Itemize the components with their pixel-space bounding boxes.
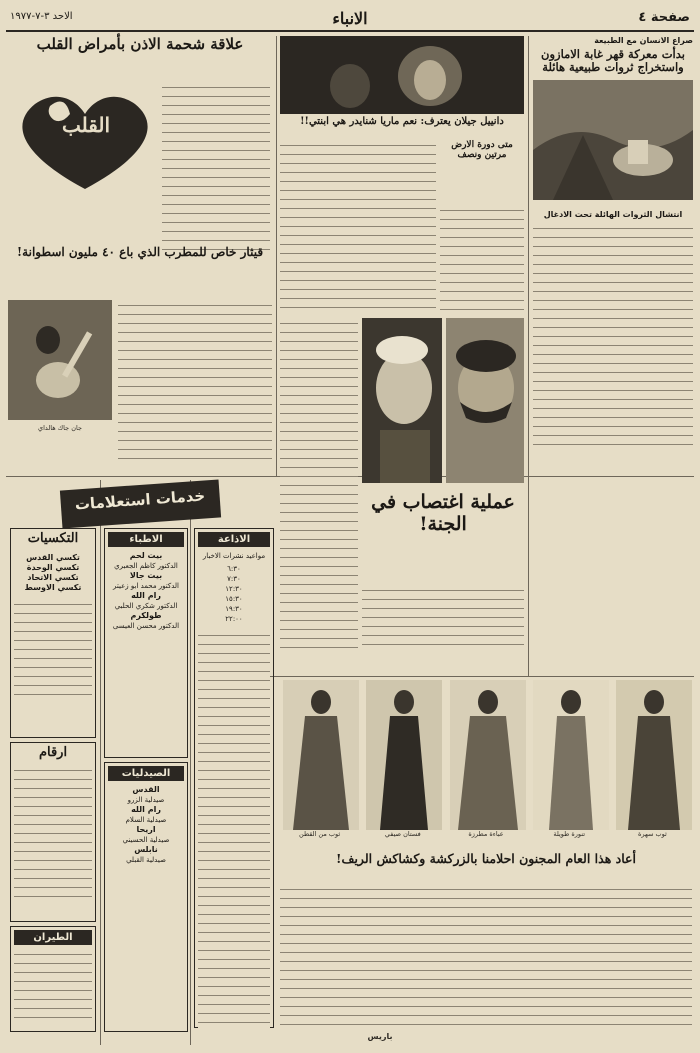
fashion-photos [280, 680, 692, 850]
fashion-item [446, 680, 525, 850]
fashion-text-block [280, 884, 692, 1029]
pharmacy-city: اريحا [136, 825, 156, 834]
pharmacy-city: نابلس [134, 845, 158, 854]
airline-box [10, 926, 96, 1032]
services-banner [30, 485, 250, 523]
section-rule [270, 676, 694, 677]
jungle-photo-image [533, 80, 693, 200]
earth-headline: متى دورة الارض مرتين ونصف [451, 140, 513, 161]
guitar-caption: جان جاك هالداي [38, 424, 82, 432]
schneider-story [280, 36, 524, 136]
column-rule [276, 36, 277, 476]
fashion-photo [616, 680, 692, 830]
film-text-block [362, 585, 524, 645]
heart-stamp: القلب [61, 113, 111, 137]
fashion-caption: تنورة طويلة [553, 830, 586, 838]
taxi-company: تكسي الاتحاد [27, 572, 79, 582]
fashion-photo [283, 680, 359, 830]
film-headline: عملية اغتصاب في الجنة! [371, 491, 515, 535]
story-headline: بدأت معركة قهر غابة الامازون واستخراج ثروات طبيعية هائلة [541, 47, 685, 75]
pharmacy-city: القدس [132, 785, 160, 794]
newspaper-title: الانباء [332, 9, 368, 28]
taxi-text [14, 599, 92, 699]
radio-time: ٢٢:٠٠ [225, 615, 243, 623]
airline-title: الطيران [14, 930, 92, 945]
fashion-photo [533, 680, 609, 830]
fashion-headline-box [280, 852, 692, 878]
fashion-item [613, 680, 692, 850]
doctors-title: الاطباء [108, 532, 184, 547]
fashion-photo [366, 680, 442, 830]
doctors-box [104, 528, 188, 758]
schneider-headline: دانييل جيلان يعترف: نعم ماريا شنايدر هي ابنتي!! [300, 116, 504, 127]
taxi-box [10, 528, 96, 738]
film-side-text-block [280, 318, 358, 648]
schneider-photo [280, 36, 524, 114]
radio-subtitle: مواعيد نشرات الاخبار [202, 552, 266, 560]
taxi-title: التكسيات [27, 531, 79, 546]
guitar-photo-image [8, 300, 112, 420]
doctor-list [108, 551, 184, 631]
column-rule [528, 36, 529, 676]
doctor-city: رام الله [131, 591, 161, 600]
radio-time: ٦:٣٠ [227, 565, 241, 573]
radio-title: الاذاعة [198, 532, 270, 547]
pharmacy-name: صيدلية الزرو [127, 796, 165, 804]
fashion-caption: ثوب سهرة [638, 830, 667, 838]
numbers-title: ارقام [38, 745, 68, 760]
fashion-caption: ثوب من القطن [299, 830, 341, 838]
actor-photo-right [446, 318, 524, 483]
actor-photo-right-image [446, 318, 524, 483]
doctor-name: الدكتور كاظم الجعبري [114, 562, 178, 570]
story-text-block [533, 223, 693, 453]
actor-photo-left [362, 318, 442, 483]
story-body [533, 206, 693, 476]
fashion-caption: عباءة مطرزة [468, 830, 504, 838]
pharmacy-name: صيدلية السلام [125, 816, 167, 824]
heart-headline: علاقة شحمة الاذن بأمراض القلب [36, 35, 244, 53]
fashion-item [363, 680, 442, 850]
fashion-item [280, 680, 359, 850]
center-text-block [280, 140, 436, 315]
actor-photo-left-image [362, 318, 442, 483]
radio-time: ١٢:٣٠ [225, 585, 243, 593]
film-story [362, 492, 524, 582]
radio-times [198, 564, 270, 624]
radio-box [194, 528, 274, 1028]
taxi-list [14, 553, 92, 593]
doctor-name: الدكتور محمد ابو زعيتر [112, 582, 179, 590]
numbers-text [14, 765, 92, 905]
taxi-company: تكسي الوحدة [26, 562, 80, 572]
services-banner-label: خدمات استعلامات [60, 480, 221, 529]
guitar-story [8, 246, 272, 471]
heart-text-block [162, 82, 270, 252]
doctor-city: بيت جالا [129, 571, 163, 580]
masthead [6, 8, 694, 32]
numbers-box [10, 742, 96, 922]
column-rule [100, 480, 101, 1045]
column-rule [190, 480, 191, 1045]
issue-date: الاحد ٣-٧-١٩٧٧ [10, 11, 73, 22]
earth-story [440, 140, 524, 200]
pharmacy-box [104, 762, 188, 1032]
taxi-company: تكسي القدس [26, 552, 80, 562]
guitar-headline: قيثار خاص للمطرب الذي باع ٤٠ مليون اسطوانة! [16, 245, 264, 259]
heart-illustration [10, 84, 160, 194]
amazon-story [533, 36, 693, 476]
doctor-city: بيت لحم [129, 551, 163, 560]
story-kicker: صراع الانسان مع الطبيعة [594, 36, 693, 45]
pharmacy-name: صيدلية الحسيني [122, 836, 170, 844]
schneider-photo-image [280, 36, 524, 114]
taxi-company: تكسي الاوسط [24, 582, 82, 592]
doctor-city: طولكرم [130, 611, 162, 620]
fashion-item [530, 680, 609, 850]
doctor-name: الدكتور شكري الحلبي [114, 602, 178, 610]
fashion-headline: أعاد هذا العام المجنون احلامنا بالزركشة وكشاكش الريف! [336, 851, 636, 866]
pharmacy-list [108, 785, 184, 865]
radio-schedule-text [198, 630, 270, 1030]
story-subhead: انتشال الثروات الهائلة تحت الادغال [543, 210, 683, 220]
fashion-photo [450, 680, 526, 830]
pharmacy-name: صيدلية القبلي [126, 856, 166, 864]
fashion-caption: فستان صيفي [384, 830, 421, 838]
guitar-photo [8, 300, 112, 420]
radio-time: ١٩:٣٠ [225, 605, 243, 613]
radio-time: ١٥:٣٠ [225, 595, 243, 603]
heart-story [8, 36, 272, 256]
earth-text-block [440, 205, 524, 315]
doctor-name: الدكتور محسن العيسى [112, 622, 180, 630]
guitar-text-block [118, 300, 272, 460]
jungle-photo [533, 80, 693, 200]
airline-text [14, 949, 92, 1025]
pharmacy-title: الصيدليات [108, 766, 184, 781]
fashion-footer: باريس [367, 1032, 393, 1041]
radio-time: ٧:٣٠ [227, 575, 241, 583]
pharmacy-city: رام الله [131, 805, 161, 814]
page-number: صفحة ٤ [638, 10, 690, 25]
